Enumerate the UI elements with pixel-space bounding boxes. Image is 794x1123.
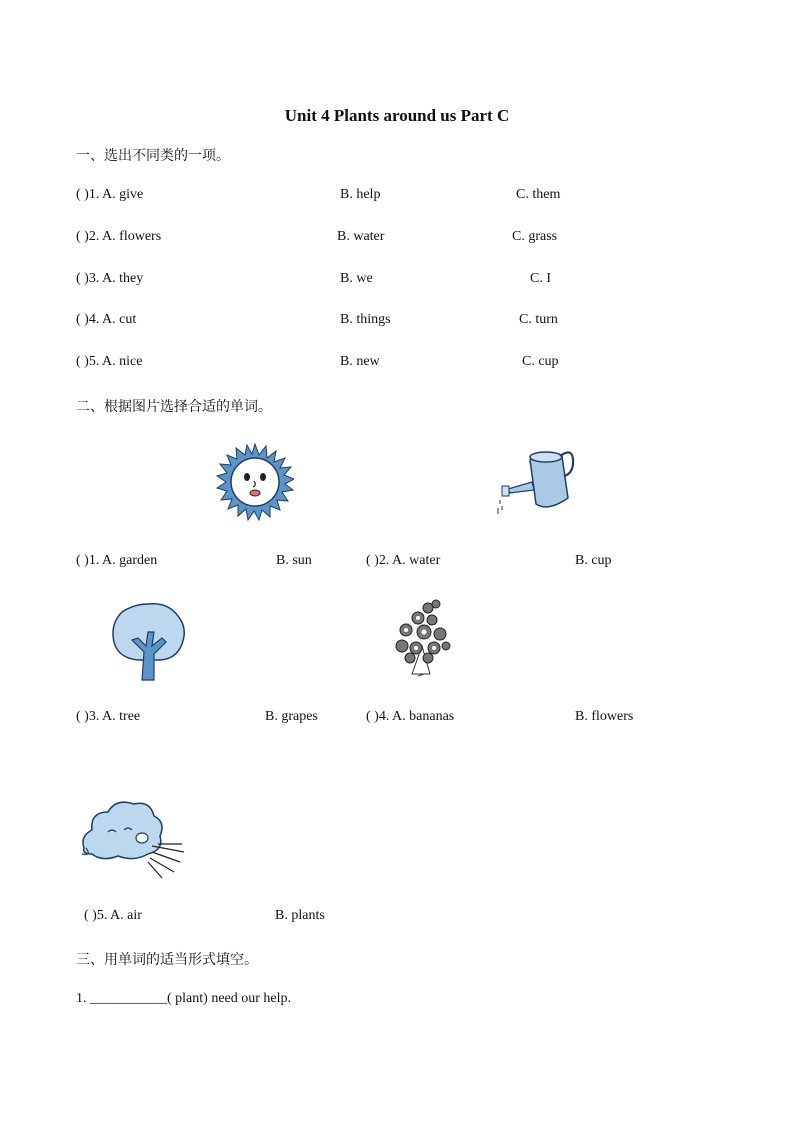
s2-q1-option-a: ( )1. A. garden — [76, 553, 158, 568]
section2-heading: 二、根据图片选择合适的单词。 — [76, 399, 272, 415]
s1-q5-option-a: ( )5. A. nice — [76, 354, 143, 369]
s1-q4-option-a: ( )4. A. cut — [76, 312, 137, 327]
wind-cloud-icon — [78, 796, 188, 880]
s1-q2-option-a: ( )2. A. flowers — [76, 229, 162, 244]
s2-q2-option-b: B. cup — [575, 553, 612, 568]
s1-q1-option-c: C. them — [516, 187, 561, 202]
s2-q1-option-b: B. sun — [276, 553, 312, 568]
section3-heading: 三、用单词的适当形式填空。 — [76, 952, 258, 968]
s1-q5-option-c: C. cup — [522, 354, 559, 369]
s1-q2-option-b: B. water — [337, 229, 385, 244]
s2-q3-option-a: ( )3. A. tree — [76, 709, 141, 724]
s1-q5-option-b: B. new — [340, 354, 380, 369]
s2-q4-option-a: ( )4. A. bananas — [366, 709, 455, 724]
s1-q2-option-c: C. grass — [512, 229, 558, 244]
s2-q5-option-a: ( )5. A. air — [84, 908, 142, 923]
s1-q3-option-c: C. I — [530, 271, 551, 286]
s1-q4-option-b: B. things — [340, 312, 391, 327]
s2-q2-option-a: ( )2. A. water — [366, 553, 441, 568]
s1-q3-option-b: B. we — [340, 271, 373, 286]
s1-q4-option-c: C. turn — [519, 312, 558, 327]
page-title: Unit 4 Plants around us Part C — [284, 106, 510, 125]
s1-q3-option-a: ( )3. A. they — [76, 271, 144, 286]
s2-q5-option-b: B. plants — [275, 908, 325, 923]
s3-q1-fill-blank: 1. ___________( plant) need our help. — [76, 991, 292, 1006]
sun-icon — [216, 443, 294, 521]
s2-q4-option-b: B. flowers — [575, 709, 634, 724]
s1-q1-option-b: B. help — [340, 187, 381, 202]
flowers-icon — [388, 596, 454, 680]
s2-q3-option-b: B. grapes — [265, 709, 318, 724]
s1-q1-option-a: ( )1. A. give — [76, 187, 144, 202]
watering-can-icon — [494, 446, 578, 520]
tree-icon — [108, 600, 188, 682]
section1-heading: 一、选出不同类的一项。 — [76, 148, 230, 164]
